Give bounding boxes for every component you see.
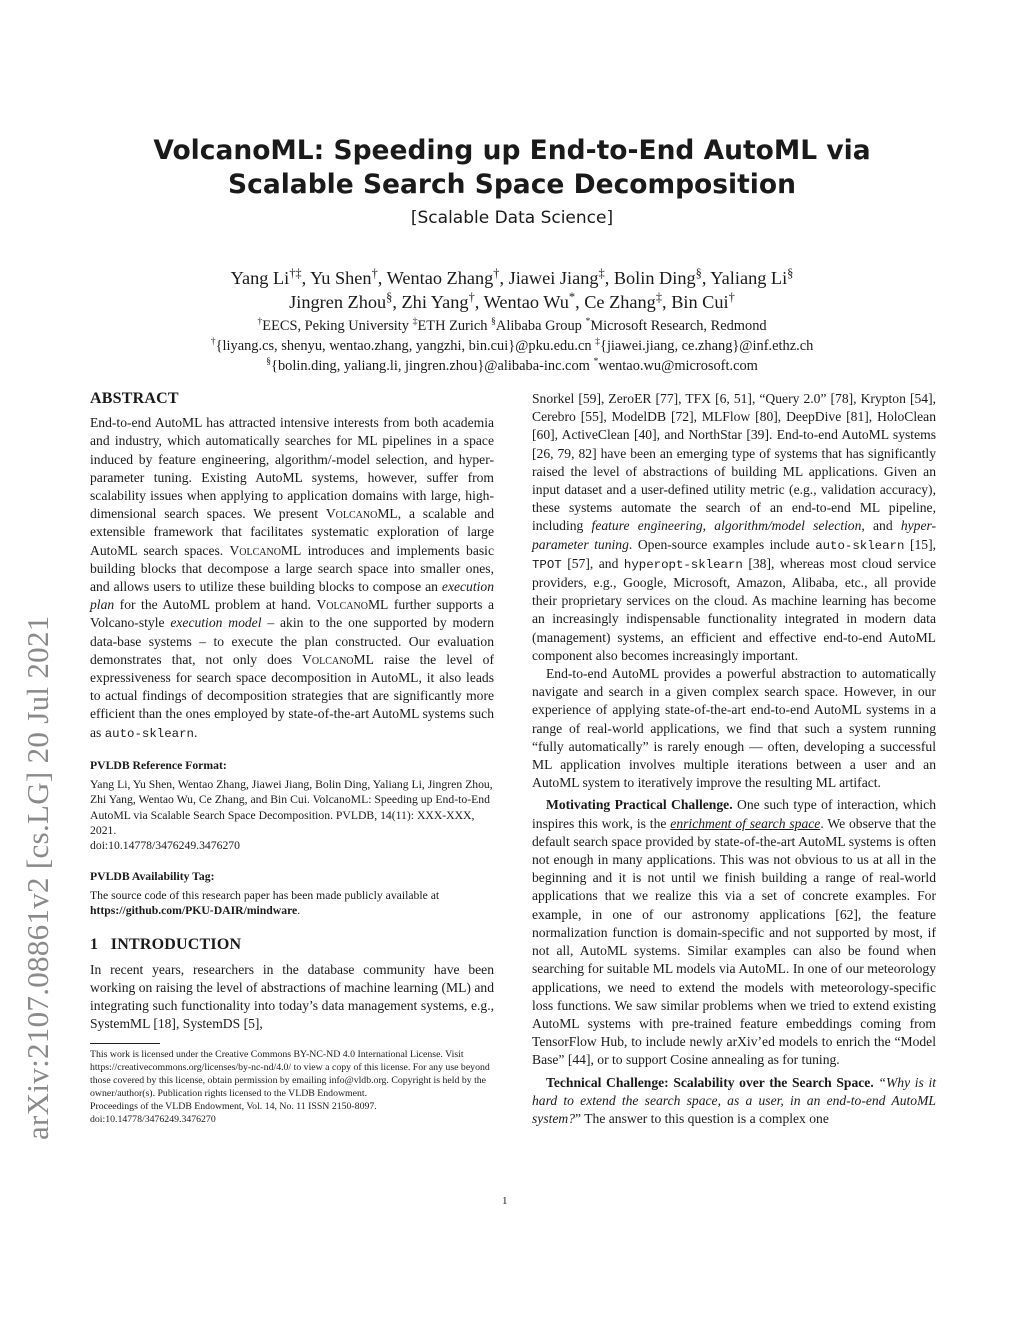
abstract-body: End-to-end AutoML has attracted intensive interests from both academia and industry, which automatically searches for ML pipelines in a space induced by feature engineering, algorithm/-model selection, and hyper-parameter tuning. Existing AutoML systems, however, suffer from scalability issues when applying to application domains with large, high-dimensional search spaces. We present VolcanoML, a scalable and extensible framework that facilitates systematic exploration of large AutoML search spaces. VolcanoML introduces and implements basic building blocks that decompose a large search space into smaller ones, and allows users to utilize these building blocks to compose an execution plan for the AutoML problem at hand. VolcanoML further supports a Volcano-style execution model – akin to the one supported by modern data-base systems – to execute the plan constructed. Our evaluation demonstrates that, not only does VolcanoML raise the level of expressiveness for search space decomposition in AutoML, it also leads to actual findings of decomposition strategies that are significantly more efficient than the ones employed by state-of-the-art AutoML systems such as auto-sklearn. [90, 415, 494, 741]
right-paragraph-2: End-to-end AutoML provides a powerful abstraction to automatically navigate and search in a given complex search space. However, in our experience of applying state-of-the-art end-to-end AutoML systems in a range of real-world applications, we find that such a system running “fully automatically” is rarely enough — often, developing a successful ML application involves multiple iterations between a user and an AutoML system to iteratively improve the resulting ML artifact. [532, 666, 936, 791]
right-column [532, 390, 936, 1128]
reference-format-heading: PVLDB Reference Format: [90, 758, 227, 772]
author-line-2: Jingren Zhou§, Zhi Yang†, Wentao Wu*, Ce Zhang‡, Bin Cui† [289, 289, 735, 312]
abstract-heading: ABSTRACT [90, 390, 179, 407]
proceedings-footnote: Proceedings of the VLDB Endowment, Vol. 14, No. 11 ISSN 2150-8097. [90, 1101, 377, 1113]
footnote-rule [90, 1043, 160, 1044]
github-link[interactable]: https://github.com/PKU-DAIR/mindware [90, 904, 298, 918]
author-list [90, 266, 934, 314]
technical-challenge-paragraph: Technical Challenge: Scalability over the Search Space. “Why is it hard to extend the search space, as a user, in an end-to-end AutoML system?” The answer to this question is a complex one [532, 1074, 936, 1126]
paper-track: [Scalable Data Science] [410, 208, 614, 228]
left-column [90, 390, 494, 1126]
title-line-1: VolcanoML: Speeding up End-to-End AutoML via [153, 135, 871, 166]
paper-title [120, 134, 904, 202]
email-line-1: †{liyang.cs, shenyu, wentao.zhang, yangzhi, bin.cui}@pku.edu.cn ‡{jiawei.jiang, ce.zhang}@inf.ethz.ch [210, 336, 814, 354]
page-number: 1 [502, 1195, 508, 1207]
right-paragraph-1: Snorkel [59], ZeroER [77], TFX [6, 51], “Query 2.0” [78], Krypton [54], Cerebro [55], ModelDB [72], MLFlow [80], DeepDive [81], HoloClean [60], ActiveClean [40], and NorthStar [39]. End-to-end AutoML systems [26, 79, 82] have been an emerging type of systems that has significantly raised the level of abstractions of building ML applications. Given an input dataset and a user-defined utility metric (e.g., validation accuracy), these systems automate the search of an end-to-end ML pipeline, including feature engineering, algorithm/model selection, and hyper-parameter tuning. Open-source examples include auto-sklearn [15], TPOT [57], and hyperopt-sklearn [38], whereas most cloud service providers, e.g., Google, Microsoft, Amazon, Alibaba, etc., all provide their proprietary services on the cloud. As machine learning has become an increasingly indispensable functionality integrated in modern data (management) systems, an efficient and effective end-to-end AutoML component also becomes increasingly important. [532, 391, 937, 663]
availability-text: The source code of this research paper has been made publicly available at https://github.com/PKU-DAIR/mindware. [90, 888, 440, 918]
motivating-challenge-paragraph: Motivating Practical Challenge. One such type of interaction, which inspires this work, is the enrichment of search space. We observe that the default search space provided by state-of-the-art AutoML systems is often not enough in many applications. This was not obvious to us at all in the beginning and it is not until we finish building a range of real-world applications that we realize this via a set of concrete examples. For example, in one of our astronomy applications [62], the feature normalization function is domain-specific and not supported by most, if not all, AutoML systems. Similar examples can also be found when searching for suitable ML models via AutoML. In one of our meteorology applications, we need to extend the models with meteorology-specific loss functions. We saw similar problems when we tried to extend existing AutoML systems with pre-trained feature embeddings coming from TensorFlow Hub, to include newly arXiv’ed models to enrich the “Model Base” [44], or to support Cosine annealing as for tuning. [532, 797, 937, 1068]
title-line-2: Scalable Search Space Decomposition [228, 169, 796, 200]
affiliations [90, 316, 934, 376]
license-footnote: This work is licensed under the Creative Commons BY-NC-ND 4.0 International License. Visit https://creativecommons.org/licenses/by-nc-nd/4.0/ to view a copy of this license. For any use beyond those covered by this license, obtain permission by emailing info@vldb.org. Copyright is held by the owner/author(s). Publication rights licensed to the VLDB Endowment. [90, 1049, 490, 1100]
author-line-1: Yang Li†‡, Yu Shen†, Wentao Zhang†, Jiawei Jiang‡, Bolin Ding§, Yaliang Li§ [230, 265, 794, 288]
availability-heading: PVLDB Availability Tag: [90, 869, 215, 883]
doi-footnote: doi:10.14778/3476249.3476270 [90, 1114, 216, 1126]
reference-format-text: Yang Li, Yu Shen, Wentao Zhang, Jiawei Jiang, Bolin Ding, Yaliang Li, Jingren Zhou, Zhi Yang, Wentao Wu, Ce Zhang, and Bin Cui. VolcanoML: Speeding up End-to-End AutoML via Scalable Search Space Decomposition. PVLDB, 14(11): XXX-XXX, 2021. [90, 778, 493, 837]
affiliation-line: †EECS, Peking University ‡ETH Zurich §Alibaba Group *Microsoft Research, Redmond [257, 316, 767, 334]
reference-format-doi: doi:10.14778/3476249.3476270 [90, 839, 240, 853]
introduction-heading: 1 INTRODUCTION [90, 936, 242, 954]
introduction-body: In recent years, researchers in the database community have been working on raising the level of abstractions of machine learning (ML) and integrating such functionality into today’s data management systems, e.g., SystemML [18], SystemDS [5], [90, 961, 494, 1032]
email-line-2: §{bolin.ding, yaliang.li, jingren.zhou}@alibaba-inc.com *wentao.wu@microsoft.com [266, 356, 758, 374]
arxiv-watermark: arXiv:2107.08861v2 [cs.LG] 20 Jul 2021 [20, 615, 55, 1140]
